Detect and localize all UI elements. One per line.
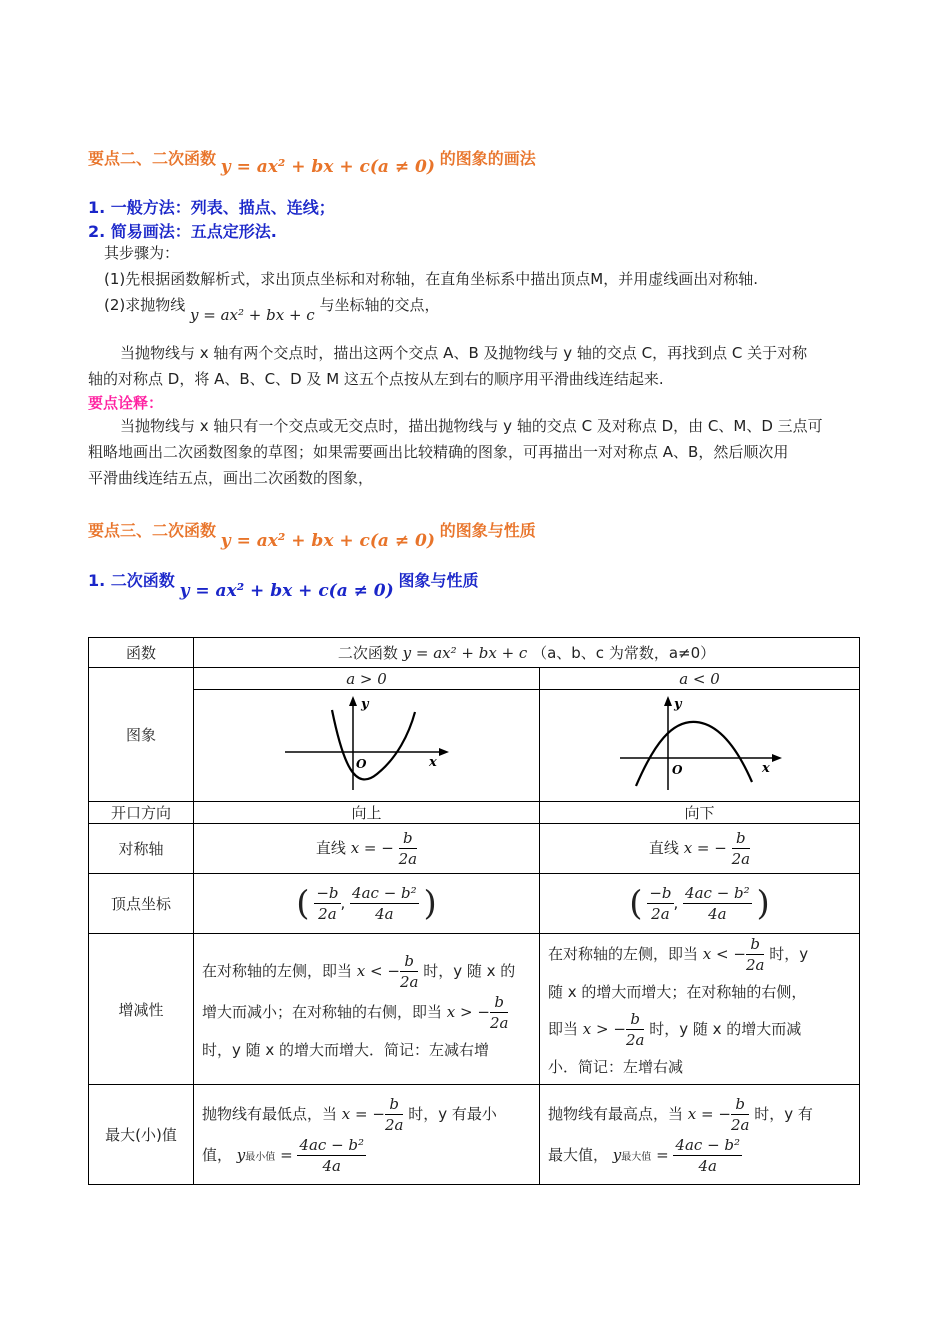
y-label: y [673, 696, 682, 712]
numerator: 4ac − b² [352, 884, 417, 902]
ext-text: 抛物线有最高点，当 [548, 1104, 684, 1123]
graph-upward-cell [194, 690, 540, 802]
table-row [89, 802, 860, 824]
method-1: 1. 一般方法：列表、描点、连线； [88, 198, 335, 217]
function-formula: y = ax² + bx + c [402, 644, 528, 662]
function-pre: 二次函数 [337, 644, 398, 662]
mono-text: 时，y [769, 945, 809, 963]
axis-positive [194, 824, 540, 874]
numerator: −b [316, 884, 339, 902]
ext-negative [540, 1085, 860, 1185]
numerator: 4ac − b² [675, 1135, 741, 1154]
function-cell [194, 638, 860, 668]
ext-text: 值， [202, 1145, 233, 1164]
denominator: 2a [731, 850, 751, 868]
section2-title-pre: 要点二、二次函数 [88, 149, 217, 168]
table-row [89, 690, 860, 802]
vertex-negative: ( $\frac{-b}{2a}$ , $\frac{\text{4ac − b²}}{4a}$ ) [540, 874, 860, 934]
subsection-1-formula: y = ax² + bx + c(a ≠ 0) [179, 581, 394, 601]
numerator: 4ac − b² [685, 884, 750, 902]
row-label-vertex: 顶点坐标 [89, 874, 194, 934]
step-2-formula: y = ax² + bx + c [190, 306, 315, 324]
row-label-monotonicity: 增减性 [89, 934, 194, 1085]
denominator: 4a [322, 1156, 341, 1175]
case-positive: a > 0 [194, 668, 540, 690]
parabola-downward [636, 721, 752, 785]
numerator: b [385, 1094, 404, 1115]
numerator: b [732, 828, 751, 849]
paren-left: ( [296, 883, 310, 924]
ext-x: x = − [341, 1104, 385, 1123]
row-label-function: 函数 [89, 638, 194, 668]
mono-gt: x > − [446, 1003, 490, 1021]
denominator: 2a [489, 1014, 509, 1032]
open-negative: 向下 [540, 802, 860, 824]
steps-intro: 其步骤为： [104, 244, 180, 262]
mono-text: 小．简记：左增右减 [548, 1058, 684, 1076]
step-2 [104, 292, 440, 324]
fraction [385, 1094, 404, 1135]
mono-lt: x < − [356, 962, 400, 980]
ext-text: 最大值， [548, 1145, 609, 1164]
fraction [626, 1009, 645, 1050]
fraction [647, 883, 673, 924]
paren-left: ( [629, 883, 643, 924]
table-row [89, 1085, 860, 1185]
paragraph-2-line-2: 粗略地画出二次函数图象的草图；如果需要画出比较精确的图象，可再描出一对对称点 A、B，然后顺次用 [88, 443, 789, 461]
ext-text: 时，y 有 [754, 1104, 813, 1123]
y-min: y [236, 1145, 246, 1164]
equals: = [280, 1145, 293, 1164]
y-label: y [360, 696, 369, 712]
axis-lhs: x = − [683, 839, 727, 857]
origin-label: O [355, 756, 366, 771]
numerator: b [746, 934, 765, 955]
row-label-opening: 开口方向 [89, 802, 194, 824]
fraction [683, 883, 752, 924]
mono-lt: x < − [702, 945, 746, 963]
y-axis-arrow [664, 696, 672, 706]
axis-lhs: x = − [350, 839, 394, 857]
function-post: （a、b、c 为常数，a≠0） [532, 644, 716, 662]
denominator: 4a [698, 1156, 717, 1175]
axis-text: 直线 [315, 839, 346, 857]
ext-positive [194, 1085, 540, 1185]
step-2-pre: (2)求抛物线 [104, 296, 186, 314]
ext-text: 时，y 有最小 [408, 1104, 497, 1123]
numerator: b [490, 992, 509, 1013]
axis-text: 直线 [648, 839, 679, 857]
paren-right: ) [756, 883, 770, 924]
row-label-axis: 对称轴 [89, 824, 194, 874]
origin-label: O [671, 762, 682, 777]
mono-text: 在对称轴的左侧，即当 [202, 962, 353, 980]
y-axis-arrow [349, 696, 357, 706]
x-label: x [761, 760, 770, 776]
paragraph-2-line-1: 当抛物线与 x 轴只有一个交点或无交点时，描出抛物线与 y 轴的交点 C 及对称点 D，由 C、M、D 三点可 [120, 417, 823, 435]
fraction [746, 934, 765, 975]
section3-title [88, 518, 536, 551]
numerator: b [626, 1009, 645, 1030]
numerator: b [400, 951, 419, 972]
denominator: 2a [625, 1031, 645, 1049]
denominator: 2a [384, 1115, 404, 1134]
fraction [673, 1135, 742, 1176]
numerator: 4ac − b² [299, 1135, 365, 1154]
mono-positive [194, 934, 540, 1085]
equals: = [656, 1145, 669, 1164]
denominator: 2a [398, 850, 418, 868]
note-label: 要点诠释： [88, 394, 164, 412]
fraction [399, 828, 418, 869]
fraction [350, 883, 419, 924]
graph-upward [277, 694, 457, 794]
ext-text: 抛物线有最低点，当 [202, 1104, 338, 1123]
mono-text: 在对称轴的左侧，即当 [548, 945, 699, 963]
mono-text: 时，y 随 x 的 [423, 962, 516, 980]
mono-text: 即当 [548, 1020, 579, 1038]
paren-right: ) [423, 883, 437, 924]
y-max-subscript: 最大值 [621, 1151, 652, 1163]
row-label-extreme: 最大(小)值 [89, 1085, 194, 1185]
section2-formula: y = ax² + bx + c(a ≠ 0) [220, 157, 435, 177]
table-row [89, 824, 860, 874]
x-axis-arrow [439, 748, 449, 756]
case-negative: a < 0 [540, 668, 860, 690]
subsection-1-pre: 1. 二次函数 [88, 571, 175, 590]
ext-x: x = − [687, 1104, 731, 1123]
paragraph-1-line-2: 轴的对称点 D，将 A、B、C、D 及 M 这五个点按从左到右的顺序用平滑曲线连结起来. [88, 370, 664, 388]
fraction [297, 1135, 366, 1176]
section3-title-pre: 要点三、二次函数 [88, 521, 217, 540]
section2-title-post: 的图象的画法 [439, 149, 536, 168]
properties-table [88, 637, 860, 1185]
y-min-subscript: 最小值 [245, 1151, 276, 1163]
section3-formula: y = ax² + bx + c(a ≠ 0) [220, 531, 435, 551]
mono-gt: x > − [582, 1020, 626, 1038]
mono-negative [540, 934, 860, 1085]
fraction [490, 992, 509, 1033]
table-row [89, 874, 860, 934]
numerator: b [731, 1094, 750, 1115]
mono-text: 时，y 随 x 的增大而增大．简记：左减右增 [202, 1041, 490, 1059]
denominator: 2a [651, 905, 670, 923]
fraction [732, 828, 751, 869]
fraction [400, 951, 419, 992]
open-positive: 向上 [194, 802, 540, 824]
table-row [89, 934, 860, 1085]
method-2: 2. 简易画法：五点定形法. [88, 222, 277, 241]
step-1: (1)先根据函数解析式，求出顶点坐标和对称轴，在直角坐标系中描出顶点M，并用虚线画出对称轴. [104, 270, 758, 288]
axis-negative [540, 824, 860, 874]
fraction [731, 1094, 750, 1135]
table-row [89, 638, 860, 668]
denominator: 2a [318, 905, 337, 923]
section3-title-post: 的图象与性质 [439, 521, 536, 540]
step-2-post: 与坐标轴的交点， [319, 296, 440, 314]
fraction [314, 883, 340, 924]
mono-text: 随 x 的增大而增大；在对称轴的右侧， [548, 983, 807, 1001]
row-label-graph: 图象 [89, 668, 194, 802]
paragraph-1-line-1: 当抛物线与 x 轴有两个交点时，描出这两个交点 A、B 及抛物线与 y 轴的交点 C，再找到点 C 关于对称 [120, 344, 808, 362]
denominator: 2a [745, 956, 765, 974]
x-label: x [428, 754, 437, 770]
denominator: 2a [730, 1115, 750, 1134]
numerator: −b [649, 884, 672, 902]
section2-title [88, 146, 536, 177]
graph-downward [610, 694, 790, 794]
y-max: y [612, 1145, 622, 1164]
table-row [89, 668, 860, 690]
numerator: b [399, 828, 418, 849]
subsection-1-post: 图象与性质 [398, 571, 479, 590]
denominator: 4a [375, 905, 394, 923]
mono-text: 增大而减小；在对称轴的右侧，即当 [202, 1003, 443, 1021]
denominator: 2a [399, 973, 419, 991]
vertex-positive: ( $\frac{-b}{2a}$ , $\frac{\text{4ac − b²}}{4a}$ ) [194, 874, 540, 934]
mono-text: 时，y 随 x 的增大而减 [649, 1020, 802, 1038]
denominator: 4a [708, 905, 727, 923]
graph-downward-cell [540, 690, 860, 802]
parabola-upward [332, 710, 415, 779]
paragraph-2-line-3: 平滑曲线连结五点，画出二次函数的图象， [88, 469, 374, 487]
x-axis-arrow [772, 754, 782, 762]
subsection-1-title [88, 568, 479, 601]
